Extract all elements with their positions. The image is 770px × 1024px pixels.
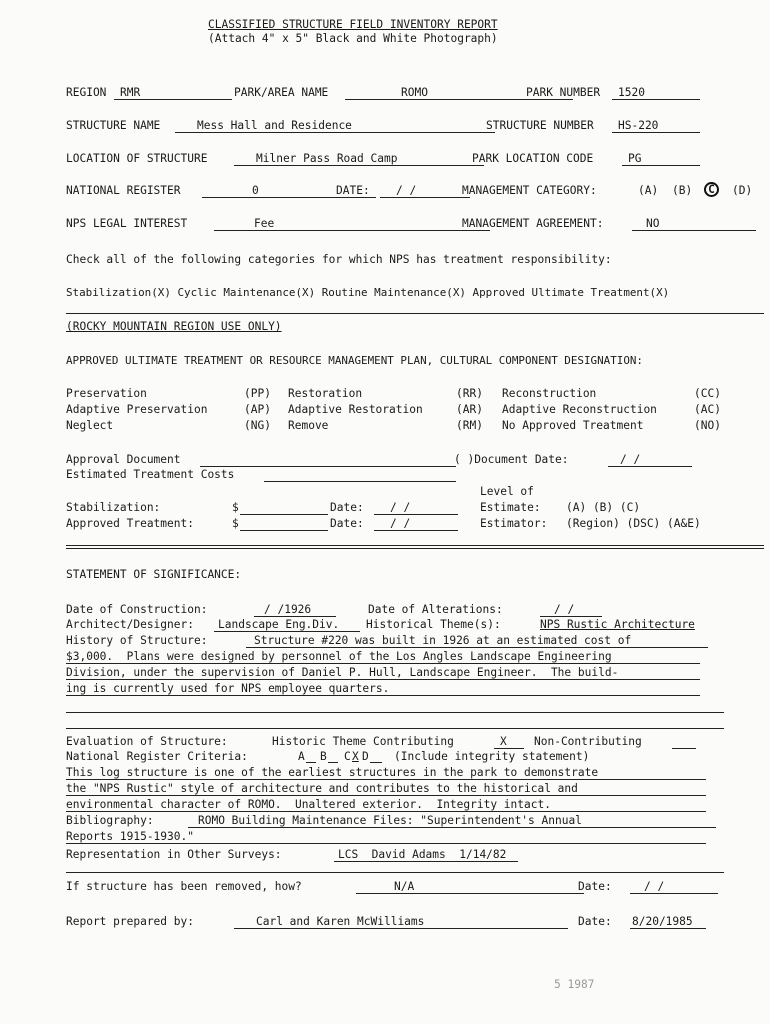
approved-treatment-cost-label: Approved Treatment:	[66, 517, 194, 530]
prepared-by-label: Report prepared by:	[66, 915, 194, 928]
estimated-costs-field[interactable]	[264, 468, 456, 482]
management-agreement-field[interactable]: NO	[632, 217, 756, 231]
location-field[interactable]: Milner Pass Road Camp	[234, 152, 484, 166]
criteria-d[interactable]: D	[362, 750, 369, 763]
management-category-c-circled[interactable]	[704, 182, 719, 197]
criteria-a-blank	[306, 762, 316, 763]
criteria-b-blank	[328, 762, 338, 763]
document-date-label: ( )Document Date:	[454, 453, 569, 466]
removed-date-label: Date:	[578, 880, 612, 893]
approval-document-label: Approval Document	[66, 453, 181, 466]
option-code-ar: (AR)	[456, 403, 483, 416]
alterations-date-label: Date of Alterations:	[368, 603, 503, 616]
prepared-date-field[interactable]: 8/20/1985	[630, 915, 706, 929]
history-line-3[interactable]: Division, under the supervision of Daniel P. Hull, Landscape Engineer. The build-	[66, 666, 700, 680]
stabilization-cost-field[interactable]	[240, 501, 328, 515]
option-code-ap: (AP)	[244, 403, 271, 416]
option-code-ac: (AC)	[694, 403, 721, 416]
location-label: LOCATION OF STRUCTURE	[66, 152, 208, 165]
approved-treatment-date-label: Date:	[330, 517, 364, 530]
non-contributing-label: Non-Contributing	[534, 735, 642, 748]
option-adaptive-reconstruction[interactable]: Adaptive Reconstruction	[502, 403, 657, 416]
form-subtitle: (Attach 4" x 5" Black and White Photograph)	[208, 32, 498, 45]
criteria-d-blank	[370, 762, 382, 763]
management-category-label: MANAGEMENT CATEGORY:	[462, 184, 597, 197]
option-code-ng: (NG)	[244, 419, 271, 432]
architect-field[interactable]: Landscape Eng.Div.	[214, 618, 360, 632]
section-divider	[66, 313, 764, 314]
stabilization-cost-label: Stabilization:	[66, 501, 161, 514]
theme-contributing-label: Historic Theme Contributing	[272, 735, 454, 748]
management-category-d[interactable]: (D)	[732, 184, 753, 197]
stabilization-date-field[interactable]: / /	[374, 501, 458, 515]
historical-theme-value[interactable]: NPS Rustic Architecture	[540, 618, 695, 631]
history-line-1[interactable]: Structure #220 was built in 1926 at an estimated cost of	[246, 634, 708, 648]
structure-name-field[interactable]: Mess Hall and Residence	[175, 119, 495, 133]
estimate-label: Estimate:	[480, 501, 541, 514]
stabilization-date-label: Date:	[330, 501, 364, 514]
option-code-rm: (RM)	[456, 419, 483, 432]
estimate-options[interactable]: (A) (B) (C)	[566, 501, 641, 514]
construction-date-label: Date of Construction:	[66, 603, 208, 616]
park-area-label: PARK/AREA NAME	[234, 86, 329, 99]
management-category-c: C	[704, 182, 719, 197]
estimator-options[interactable]: (Region) (DSC) (A&E)	[566, 517, 701, 530]
treatment-checkboxes[interactable]: Stabilization(X) Cyclic Maintenance(X) Routine Maintenance(X) Approved Ultimate Treatment(X)	[66, 286, 670, 299]
prepared-by-field[interactable]: Carl and Karen McWilliams	[234, 915, 568, 929]
prepared-date-label: Date:	[578, 915, 612, 928]
alterations-date-field[interactable]: / /	[540, 603, 602, 617]
contributing-mark[interactable]: X	[494, 735, 524, 749]
criteria-a[interactable]: A	[298, 750, 305, 763]
park-area-field[interactable]: ROMO	[345, 86, 573, 100]
document-date-field[interactable]: / /	[608, 453, 692, 467]
approved-treatment-heading: APPROVED ULTIMATE TREATMENT OR RESOURCE MANAGEMENT PLAN, CULTURAL COMPONENT DESIGNATION:	[66, 354, 643, 367]
criteria-label: National Register Criteria:	[66, 750, 248, 763]
architect-label: Architect/Designer:	[66, 618, 194, 631]
national-register-field[interactable]: 0	[202, 184, 376, 198]
integrity-note: (Include integrity statement)	[394, 750, 590, 763]
option-code-no: (NO)	[694, 419, 721, 432]
evaluation-label: Evaluation of Structure:	[66, 735, 228, 748]
option-remove[interactable]: Remove	[288, 419, 329, 432]
park-location-code-field[interactable]: PG	[622, 152, 700, 166]
option-code-pp: (PP)	[244, 387, 271, 400]
removed-date-field[interactable]: / /	[630, 880, 718, 894]
park-number-label: PARK NUMBER	[526, 86, 601, 99]
representation-label: Representation in Other Surveys:	[66, 848, 282, 861]
approved-treatment-dollar: $	[232, 517, 239, 530]
option-reconstruction[interactable]: Reconstruction	[502, 387, 597, 400]
evaluation-statement-3[interactable]: environmental character of ROMO. Unaltered exterior. Integrity intact.	[66, 798, 706, 812]
option-neglect[interactable]: Neglect	[66, 419, 114, 432]
region-field[interactable]: RMR	[114, 86, 232, 100]
representation-field[interactable]: LCS David Adams 1/14/82	[334, 848, 518, 862]
form-title: CLASSIFIED STRUCTURE FIELD INVENTORY REPORT	[208, 18, 498, 31]
park-location-code-label: PARK LOCATION CODE	[472, 152, 594, 165]
option-code-cc: (CC)	[694, 387, 721, 400]
structure-number-field[interactable]: HS-220	[612, 119, 700, 133]
estimator-label: Estimator:	[480, 517, 548, 530]
non-contributing-mark[interactable]	[672, 735, 696, 749]
section-divider	[66, 872, 724, 873]
estimated-costs-label: Estimated Treatment Costs	[66, 468, 235, 481]
legal-interest-field[interactable]: Fee	[214, 217, 490, 231]
significance-heading: STATEMENT OF SIGNIFICANCE:	[66, 568, 242, 581]
management-category-b[interactable]: (B)	[672, 184, 693, 197]
bibliography-label: Bibliography:	[66, 814, 154, 827]
section-divider	[66, 728, 724, 729]
treatment-instruction: Check all of the following categories for which NPS has treatment responsibility:	[66, 253, 612, 266]
evaluation-statement-1[interactable]: This log structure is one of the earliest structures in the park to demonstrate	[66, 766, 706, 780]
legal-interest-label: NPS LEGAL INTEREST	[66, 217, 188, 230]
option-adaptive-restoration[interactable]: Adaptive Restoration	[288, 403, 423, 416]
option-preservation[interactable]: Preservation	[66, 387, 147, 400]
criteria-c-mark[interactable]: X	[352, 750, 359, 763]
approved-treatment-cost-field[interactable]	[240, 517, 328, 531]
option-adaptive-preservation[interactable]: Adaptive Preservation	[66, 403, 208, 416]
date-label: DATE:	[336, 184, 370, 197]
history-line-4[interactable]: ing is currently used for NPS employee quarters.	[66, 682, 700, 696]
option-no-approved-treatment[interactable]: No Approved Treatment	[502, 419, 644, 432]
option-code-rr: (RR)	[456, 387, 483, 400]
structure-number-label: STRUCTURE NUMBER	[486, 119, 594, 132]
structure-name-label: STRUCTURE NAME	[66, 119, 161, 132]
management-category-a[interactable]: (A)	[638, 184, 659, 197]
removed-label: If structure has been removed, how?	[66, 880, 302, 893]
rmr-use-label: (ROCKY MOUNTAIN REGION USE ONLY)	[66, 320, 282, 333]
construction-date-field[interactable]: / /1926	[254, 603, 336, 617]
management-agreement-label: MANAGEMENT AGREEMENT:	[462, 217, 604, 230]
bibliography-field[interactable]: ROMO Building Maintenance Files: "Superintendent's Annual	[188, 814, 716, 828]
removed-field[interactable]: N/A	[356, 880, 584, 894]
evaluation-statement-2[interactable]: the "NPS Rustic" style of architecture and contributes to the historical and	[66, 782, 706, 796]
approval-document-field[interactable]	[200, 453, 456, 467]
received-stamp: 5 1987	[554, 978, 595, 991]
region-label: REGION	[66, 86, 107, 99]
date-field[interactable]: / /	[380, 184, 470, 198]
history-label: History of Structure:	[66, 634, 208, 647]
history-blank-line	[66, 712, 724, 713]
park-number-field[interactable]: 1520	[612, 86, 700, 100]
bibliography-field-2[interactable]: Reports 1915-1930."	[66, 830, 706, 844]
level-of-label: Level of	[480, 485, 534, 498]
history-line-2[interactable]: $3,000. Plans were designed by personnel of the Los Angles Landscape Engineering	[66, 650, 700, 664]
stabilization-dollar: $	[232, 501, 239, 514]
historical-theme-label: Historical Theme(s):	[366, 618, 501, 631]
section-divider-double	[66, 545, 764, 549]
option-restoration[interactable]: Restoration	[288, 387, 363, 400]
criteria-b[interactable]: B	[320, 750, 327, 763]
approved-treatment-date-field[interactable]: / /	[374, 517, 458, 531]
criteria-c[interactable]: C	[344, 750, 351, 763]
national-register-label: NATIONAL REGISTER	[66, 184, 181, 197]
